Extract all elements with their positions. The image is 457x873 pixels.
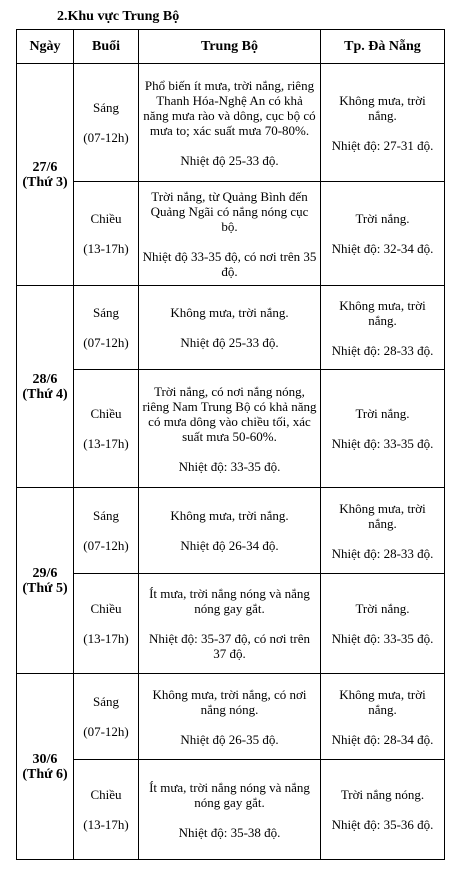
trung-bo-cell: [139, 760, 321, 860]
header-session: Buổi: [74, 30, 139, 64]
day-date: 28/6: [32, 371, 58, 387]
session-name: Chiều: [90, 601, 122, 616]
trung-bo-desc: Ít mưa, trời nắng nóng và nắng nóng gay gắt.: [149, 779, 310, 810]
day-date: 27/6: [32, 159, 58, 175]
trung-bo-temp: Nhiệt độ 26-35 độ.: [180, 731, 279, 747]
table-row: [17, 760, 445, 860]
day-cell: [17, 674, 74, 860]
trung-bo-cell: [139, 182, 321, 286]
da-nang-temp: Nhiệt độ: 35-36 độ.: [331, 817, 434, 832]
trung-bo-temp: Nhiệt độ 25-33 độ.: [180, 152, 279, 168]
session-time: (13-17h): [83, 241, 129, 256]
table-row: [17, 488, 445, 574]
da-nang-cell: [321, 182, 445, 286]
da-nang-temp: Nhiệt độ: 33-35 độ.: [331, 436, 434, 451]
session-cell: [74, 182, 139, 286]
table-row: [17, 64, 445, 182]
da-nang-cell: [321, 64, 445, 182]
session-cell: [74, 286, 139, 370]
day-weekday: (Thứ 3): [22, 174, 68, 190]
session-name: Sáng: [93, 100, 119, 115]
forecast-table: [16, 29, 445, 860]
session-time: (07-12h): [83, 335, 129, 350]
day-cell: [17, 286, 74, 488]
section-title: 2.Khu vực Trung Bộ: [57, 9, 180, 24]
session-time: (13-17h): [83, 436, 129, 451]
trung-bo-desc: Ít mưa, trời nắng nóng và nắng nóng gay gắt.: [149, 586, 310, 616]
da-nang-temp: Nhiệt độ: 32-34 độ.: [331, 241, 434, 256]
session-cell: [74, 488, 139, 574]
da-nang-temp: Nhiệt độ: 28-33 độ.: [331, 545, 434, 561]
header-da-nang: Tp. Đà Nẵng: [321, 30, 445, 64]
da-nang-desc: Trời nắng.: [355, 406, 410, 421]
day-weekday: (Thứ 6): [22, 766, 68, 782]
trung-bo-temp: Nhiệt độ 25-33 độ.: [180, 335, 279, 350]
trung-bo-temp: Nhiệt độ 33-35 độ, có nơi trên 35 độ.: [142, 248, 317, 279]
trung-bo-cell: [139, 674, 321, 760]
da-nang-cell: [321, 488, 445, 574]
day-cell: [17, 488, 74, 674]
day-weekday: (Thứ 5): [22, 580, 68, 596]
trung-bo-desc: Phổ biến ít mưa, trời nắng, riêng Thanh Hóa-Nghệ An có khả năng mưa rào và dông, cục bộ có mưa to; xác suất mưa 70-80%.: [143, 77, 316, 138]
session-name: Chiều: [90, 406, 122, 421]
trung-bo-temp: Nhiệt độ: 33-35 độ.: [178, 458, 281, 474]
da-nang-cell: [321, 674, 445, 760]
session-time: (07-12h): [83, 724, 129, 739]
da-nang-cell: [321, 760, 445, 860]
trung-bo-desc: Không mưa, trời nắng.: [170, 305, 289, 320]
da-nang-temp: Nhiệt độ: 28-34 độ.: [331, 731, 434, 747]
trung-bo-cell: [139, 574, 321, 674]
trung-bo-desc: Trời nắng, từ Quảng Bình đến Quảng Ngãi có nắng nóng cục bộ.: [150, 188, 309, 234]
da-nang-desc: Không mưa, trời nắng.: [339, 297, 426, 328]
session-name: Sáng: [93, 694, 119, 709]
trung-bo-temp: Nhiệt độ: 35-37 độ, có nơi trên 37 độ.: [148, 631, 311, 661]
trung-bo-desc: Không mưa, trời nắng, có nơi nắng nóng.: [152, 686, 307, 717]
trung-bo-desc: Không mưa, trời nắng.: [170, 508, 289, 523]
table-row: [17, 574, 445, 674]
day-date: 30/6: [32, 751, 58, 767]
session-name: Sáng: [93, 508, 119, 523]
table-row: [17, 182, 445, 286]
header-row: [17, 30, 445, 64]
day-date: 29/6: [32, 565, 58, 581]
da-nang-desc: Không mưa, trời nắng.: [339, 92, 426, 123]
header-trung-bo: Trung Bộ: [139, 30, 321, 64]
da-nang-desc: Trời nắng.: [355, 211, 410, 226]
da-nang-desc: Trời nắng nóng.: [340, 787, 425, 802]
session-time: (07-12h): [83, 538, 129, 553]
trung-bo-temp: Nhiệt độ: 35-38 độ.: [178, 824, 281, 840]
table-row: [17, 674, 445, 760]
table-row: [17, 286, 445, 370]
da-nang-cell: [321, 574, 445, 674]
da-nang-temp: Nhiệt độ: 33-35 độ.: [331, 631, 434, 646]
header-day: Ngày: [17, 30, 74, 64]
session-name: Sáng: [93, 305, 119, 320]
da-nang-desc: Trời nắng.: [355, 601, 410, 616]
da-nang-temp: Nhiệt độ: 28-33 độ.: [331, 342, 434, 358]
da-nang-temp: Nhiệt độ: 27-31 độ.: [331, 137, 434, 153]
trung-bo-cell: [139, 488, 321, 574]
trung-bo-cell: [139, 64, 321, 182]
trung-bo-cell: [139, 286, 321, 370]
trung-bo-temp: Nhiệt độ 26-34 độ.: [180, 538, 279, 553]
day-cell: [17, 64, 74, 286]
session-cell: [74, 574, 139, 674]
session-cell: [74, 64, 139, 182]
session-cell: [74, 674, 139, 760]
table-row: [17, 370, 445, 488]
da-nang-cell: [321, 286, 445, 370]
session-name: Chiều: [90, 211, 122, 226]
trung-bo-desc: Trời nắng, có nơi nắng nóng, riêng Nam Trung Bộ có khả năng có mưa dông vào chiều tối, xác suất mưa 50-60%.: [142, 383, 317, 444]
trung-bo-cell: [139, 370, 321, 488]
da-nang-desc: Không mưa, trời nắng.: [339, 686, 426, 717]
session-cell: [74, 760, 139, 860]
session-time: (13-17h): [83, 631, 129, 646]
session-time: (13-17h): [83, 817, 129, 832]
da-nang-desc: Không mưa, trời nắng.: [339, 500, 426, 531]
session-name: Chiều: [90, 787, 122, 802]
day-weekday: (Thứ 4): [22, 386, 68, 402]
session-cell: [74, 370, 139, 488]
session-time: (07-12h): [83, 130, 129, 145]
da-nang-cell: [321, 370, 445, 488]
